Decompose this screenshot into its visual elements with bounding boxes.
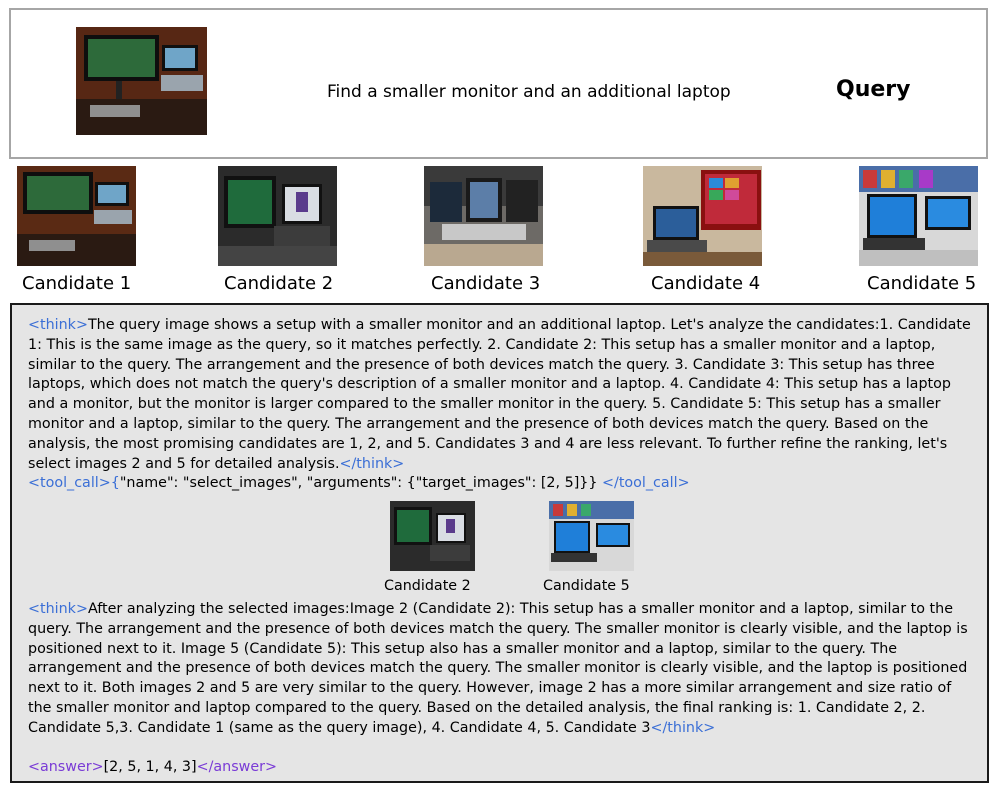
think-close-tag: </think>: [339, 455, 405, 472]
candidate-3-label: Candidate 3: [431, 273, 541, 294]
query-box: [9, 8, 988, 159]
think-2-open-tag: <think>: [28, 601, 88, 617]
query-image: [76, 27, 207, 135]
think-2-close-tag: </think>: [650, 719, 716, 736]
think-block-2: [28, 600, 978, 739]
tool-call-open-tag: <tool_call>: [28, 475, 111, 491]
candidate-1-image: [17, 166, 136, 266]
reasoning-box: [10, 303, 989, 783]
candidate-4-image: [643, 166, 762, 266]
selected-candidate-5-label: Candidate 5: [543, 578, 630, 594]
think-2-text: After analyzing the selected images:Image 2 (Candidate 2): This setup has a smaller monitor and a laptop, similar to the query. The arrangement and the presence of both devices match the query. The smaller monitor is clearly visible, and the laptop is positioned next to it. Image 5 (Candidate 5): This setup also has a smaller monitor and a laptop, similar to the query. The arrangement and the presence of both devices match the query. The smaller monitor is clearly visible, and the laptop is positioned next to it. Both images 2 and 5 are very similar to the query. However, image 2 has a more similar arrangement and size ratio of the smaller monitor and laptop compared to the query. Based on the detailed analysis, the final ranking is: 1. Candidate 2, 2. Candidate 5,3. Candidate 1 (same as the query image), 4. Candidate 4, 5. Candidate 3: [28, 601, 968, 736]
answer-block: [28, 758, 978, 778]
selected-candidate-5-image: [549, 501, 634, 571]
answer-open-tag: <answer>: [28, 759, 104, 775]
answer-text: [2, 5, 1, 4, 3]: [103, 759, 197, 775]
candidate-5-label: Candidate 5: [867, 273, 977, 294]
tool-call-text: "name": "select_images", "arguments": {"target_images": [2, 5]}}: [119, 475, 598, 491]
selected-candidate-2-image: [390, 501, 475, 571]
selected-candidate-2-label: Candidate 2: [384, 578, 471, 594]
query-label: Query: [836, 77, 911, 102]
candidate-1-label: Candidate 1: [22, 273, 132, 294]
tool-call-close-tag: </tool_call>: [602, 475, 690, 491]
candidate-2-label: Candidate 2: [224, 273, 334, 294]
tool-call-json-open: {: [110, 475, 120, 491]
think-open-tag: <think>: [28, 317, 88, 333]
tool-call-block: [28, 474, 978, 494]
candidate-4-label: Candidate 4: [651, 273, 761, 294]
think-block-1: [28, 316, 978, 474]
candidate-2-image: [218, 166, 337, 266]
answer-close-tag: </answer>: [196, 759, 278, 775]
candidate-5-image: [859, 166, 978, 266]
think-1-text: The query image shows a setup with a smaller monitor and an additional laptop. Let's analyze the candidates:1. Candidate 1: This is the same image as the query, so it matches perfectly. 2. Candidate 2: This setup has a smaller monitor and a laptop, similar to the query. The arrangement and the presence of both devices match the query. 3. Candidate 3: This setup has three laptops, which does not match the query's description of a smaller monitor and a laptop. 4. Candidate 4: This setup has a laptop and a monitor, but the monitor is larger compared to the smaller monitor in the query. 5. Candidate 5: This setup has a smaller monitor and a laptop, similar to the query. The arrangement and the presence of both devices match the query. Based on the analysis, the most promising candidates are 1, 2, and 5. Candidates 3 and 4 are less relevant. To further refine the ranking, let's select images 2 and 5 for detailed analysis.: [28, 317, 971, 472]
query-text: Find a smaller monitor and an additional laptop: [327, 82, 731, 102]
candidate-3-image: [424, 166, 543, 266]
